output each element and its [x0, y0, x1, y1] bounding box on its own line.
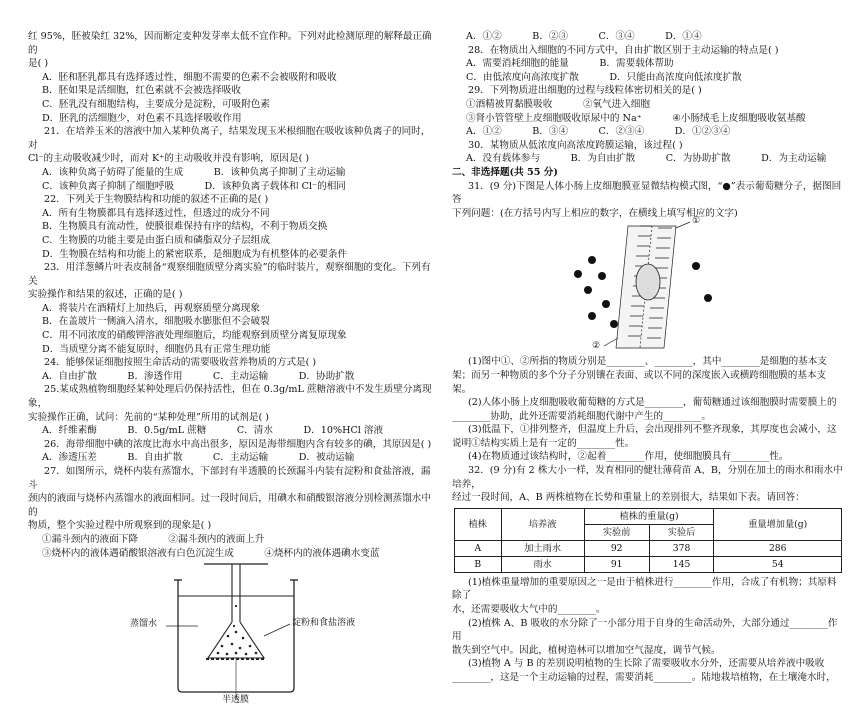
question-line: 30．某物质从低浓度向高浓度跨膜运输，该过程( ): [468, 139, 683, 151]
cell-medium: 加土雨水: [501, 540, 584, 556]
text-line: 物质，整个实验过程中所观察到的现象是( ): [28, 520, 212, 532]
cell-before: 91: [584, 556, 649, 572]
question-line: 25.某成熟植物细胞经某种处理后仍保持活性，但在 0.3g/mL 蔗糖溶液中不发生质壁分离现象，: [28, 384, 432, 410]
answer-line: (2)人体小肠上皮细胞吸收葡萄糖的方式是________，葡萄糖通过该细胞膜时需要膜上的: [468, 397, 837, 409]
cell-after: 145: [649, 556, 714, 572]
option-line: ①漏斗颈内的液面下降 ②漏斗颈内的液面上升: [42, 533, 265, 545]
cell-medium: 雨水: [501, 556, 584, 572]
option-line: D．胚乳的活细胞少，对色素不具选择吸收作用: [42, 112, 242, 124]
label-structure-2: ②: [592, 341, 601, 352]
text-line: 红 95%，胚被染红 32%，因而断定麦种发芽率太低不宜作种。下列对此检测原理的解释最正确的: [28, 31, 432, 56]
answer-line: (4)在物质通过该结构时，②起着________作用，使细胞膜具有________性。: [468, 451, 789, 463]
option-line: A．①② B．③④ C．②③④ D．①②③④: [466, 126, 731, 138]
option-line: A．所有生物膜都具有选择透过性，但透过的成分不同: [42, 207, 270, 219]
question-line: 31．(9 分)下图是人体小肠上皮细胞膜亚显微结构模式图，“●”表示葡萄糖分子，据图回答: [452, 180, 842, 206]
option-line: ③烧杯内的液体遇硝酸银溶液有白色沉淀生成 ④烧杯内的液体遇碘水变蓝: [42, 547, 380, 559]
option-line: ①酒精被胃黏膜吸收 ②氧气进入细胞: [466, 98, 650, 110]
leader-2: [604, 338, 618, 346]
option-line: D．当质壁分离不能复原时，细胞仍具有正常生理功能: [42, 343, 271, 355]
option-line: C．用不同浓度的硝酸钾溶液处理细胞后，均能观察到质壁分离复原现象: [42, 330, 347, 342]
option-line: A．该种负离子妨碍了能量的生成 B．该种负离子抑制了主动运输: [42, 166, 346, 178]
osmosis-beaker-figure: [28, 560, 436, 708]
option-line: B．胚如果是活细胞，红色素就不会被选择吸收: [42, 85, 241, 97]
option-line: B．在盖玻片一侧滴入清水，细胞吸水膨胀但不会破裂: [42, 316, 270, 328]
option-line: A．胚和胚乳都具有选择透过性，细胞不需要的色素不会被吸附和吸收: [42, 71, 337, 83]
cell-after: 378: [649, 540, 714, 556]
label-structure-1: ①: [692, 216, 701, 227]
text-line: 说明①结构实质上是有一定的________性。: [452, 437, 635, 449]
text-line: 下列问题：(在方括号内写上相应的数字，在横线上填写相应的文字): [452, 207, 738, 219]
cell-gain: 54: [714, 556, 842, 572]
answer-line: (3)低温下，①排列整齐，但温度上升后，会出现排列不整齐现象，其厚度也会减小，这: [468, 424, 837, 436]
membrane-diagram: [452, 220, 844, 355]
table-row: [455, 556, 842, 572]
cell-plant: A: [455, 540, 502, 556]
solute-dots: [217, 605, 258, 655]
header-weight: 植株的重量(g): [584, 508, 714, 524]
text-line: 水，还需要吸收大气中的________。: [452, 604, 606, 616]
section-heading: 二、非选择题(共 55 分): [452, 166, 558, 178]
option-line: A．将装片在酒精灯上加热后，再观察质壁分离现象: [42, 302, 260, 314]
option-line: C．生物膜的功能主要是由蛋白质和磷脂双分子层组成: [42, 234, 270, 246]
cell-before: 92: [584, 540, 649, 556]
option-line: B．生物膜具有流动性，使膜很难保持有序的结构，不利于物质交换: [42, 221, 328, 233]
header-plant: 植株: [455, 508, 502, 540]
header-before: 实验前: [584, 524, 649, 540]
question-line: 24．能够保证细胞按照生命活动的需要吸收营养物质的方式是( ): [44, 357, 317, 369]
answer-line: (2)植株 A、B 吸收的水分除了一小部分用于自身的生命活动外，大部分通过________作用: [452, 617, 838, 643]
header-medium: 培养液: [501, 508, 584, 540]
cell-membrane-figure: [452, 216, 844, 355]
text-line: 是( ): [28, 58, 49, 70]
text-line: 架；而另一种物质的多个分子分别镶在表面、或以不同的深度嵌入或横跨细胞膜的基本支架。: [452, 369, 827, 395]
right-column: [452, 30, 844, 685]
text-line: ________，这是一个主动运输的过程，需要消耗________。陆地栽培植物，在土壤淹水时，: [452, 672, 836, 683]
question-line: 29．下列物质进出细胞的过程与线粒体密切相关的是( ): [468, 85, 702, 97]
beaker-diagram: [28, 560, 436, 708]
option-line: ③肾小管管壁上皮细胞吸收原尿中的 Na⁺ ④小肠绒毛上皮细胞吸收氨基酸: [466, 112, 806, 124]
option-line: A．①② B．②③ C．③④ D．①④: [466, 31, 702, 42]
label-starch-salt-solution: 淀粉和食盐溶液: [292, 618, 356, 629]
question-line: 23．用洋葱鳞片叶表皮制备“观察细胞质壁分离实验”的临时装片，观察细胞的变化。下列有关: [28, 262, 431, 287]
option-line: A．纤维素酶 B．0.5g/mL 蔗糖 C．清水 D．10%HCl 溶液: [42, 425, 384, 437]
answer-line: (3)植物 A 与 B 的差别说明植物的生长除了需要吸收水分外，还需要从培养液中吸收: [468, 658, 825, 670]
option-line: A．渗透压差 B．自由扩散 C．主动运输 D．被动运输: [42, 452, 355, 464]
leader-1: [676, 222, 690, 228]
header-after: 实验后: [649, 524, 714, 540]
text-line: ________协助，此外还需要消耗细胞代谢中产生的________。: [452, 410, 712, 422]
option-line: D．生物膜在结构和功能上的紧密联系，是细胞成为有机整体的必要条件: [42, 248, 348, 260]
question-line: 32．(9 分)有 2 株大小一样，发育相同的健壮薄荷苗 A、B，分别在加土的雨水和雨水中培养，: [452, 465, 843, 490]
text-line: 实验操作正确，试问：先前的“某种处理”所用的试剂是( ): [28, 411, 270, 423]
option-line: A．没有载体参与 B．为自由扩散 C．为协助扩散 D．为主动运输: [466, 153, 827, 165]
solution-leader: [264, 624, 290, 636]
question-line: 27．如图所示，烧杯内装有蒸馏水，下部封有半透膜的长颈漏斗内装有淀粉和食盐溶液，漏斗: [28, 466, 431, 491]
plant-growth-table: [454, 508, 842, 573]
answer-line: (1)图中①、②所指的物质分别是________、________，其中________是细胞的基本支: [468, 356, 827, 368]
option-line: A．需要消耗细胞的能量 B．需要载体帮助: [466, 58, 674, 70]
option-line: A．自由扩散 B．渗透作用 C．主动运输 D．协助扩散: [42, 370, 355, 382]
question-line: 21．在培养玉米的溶液中加入某种负离子，结果发现玉米根细胞在吸收该种负离子的同时，对: [28, 126, 431, 151]
text-line: 颈内的液面与烧杯内蒸馏水的液面相同。过一段时间后，用碘水和硝酸银溶液分别检测蒸馏水中的: [28, 493, 431, 518]
text-line: Cl⁻的主动吸收减少时，而对 K⁺的主动吸收并没有影响，原因是( ): [28, 153, 310, 165]
text-line: 经过一段时间，A、B 两株植物在长势和重量上的差别很大，结果如下表。请回答：: [452, 492, 805, 504]
left-column: [28, 30, 436, 708]
membrane-protein: [636, 264, 660, 300]
question-line: 26．海带细胞中碘的浓度比海水中高出很多，原因是海带细胞内含有较多的碘，其原因是( ): [44, 438, 432, 450]
label-semipermeable-membrane: 半透膜: [222, 695, 250, 706]
cell-gain: 286: [714, 540, 842, 556]
question-line: 22．下列关于生物膜结构和功能的叙述不正确的是( ): [44, 194, 269, 206]
label-distilled-water: 蒸馏水: [130, 619, 158, 630]
cell-plant: B: [455, 556, 502, 572]
table-row: [455, 540, 842, 556]
answer-line: (1)植株重量增加的重要原因之一是由于植株进行________作用，合成了有机物；其原料除了: [452, 576, 837, 602]
option-line: C．由低浓度向高浓度扩散 D．只能由高浓度向低浓度扩散: [466, 71, 742, 83]
option-line: C．胚乳没有细胞结构，主要成分是淀粉，可吸附色素: [42, 98, 270, 110]
text-line: 散失到空气中。因此，植树造林可以增加空气湿度，调节气候。: [452, 644, 721, 656]
question-line: 28．在物质出入细胞的不同方式中，自由扩散区别于主动运输的特点是( ): [468, 44, 779, 56]
option-line: C．该种负离子抑制了细胞呼吸 D．该种负离子载体和 Cl⁻的相同: [42, 180, 346, 192]
header-gain: 重量增加量(g): [714, 508, 842, 540]
text-line: 实验操作和结果的叙述，正确的是( ): [28, 289, 183, 301]
